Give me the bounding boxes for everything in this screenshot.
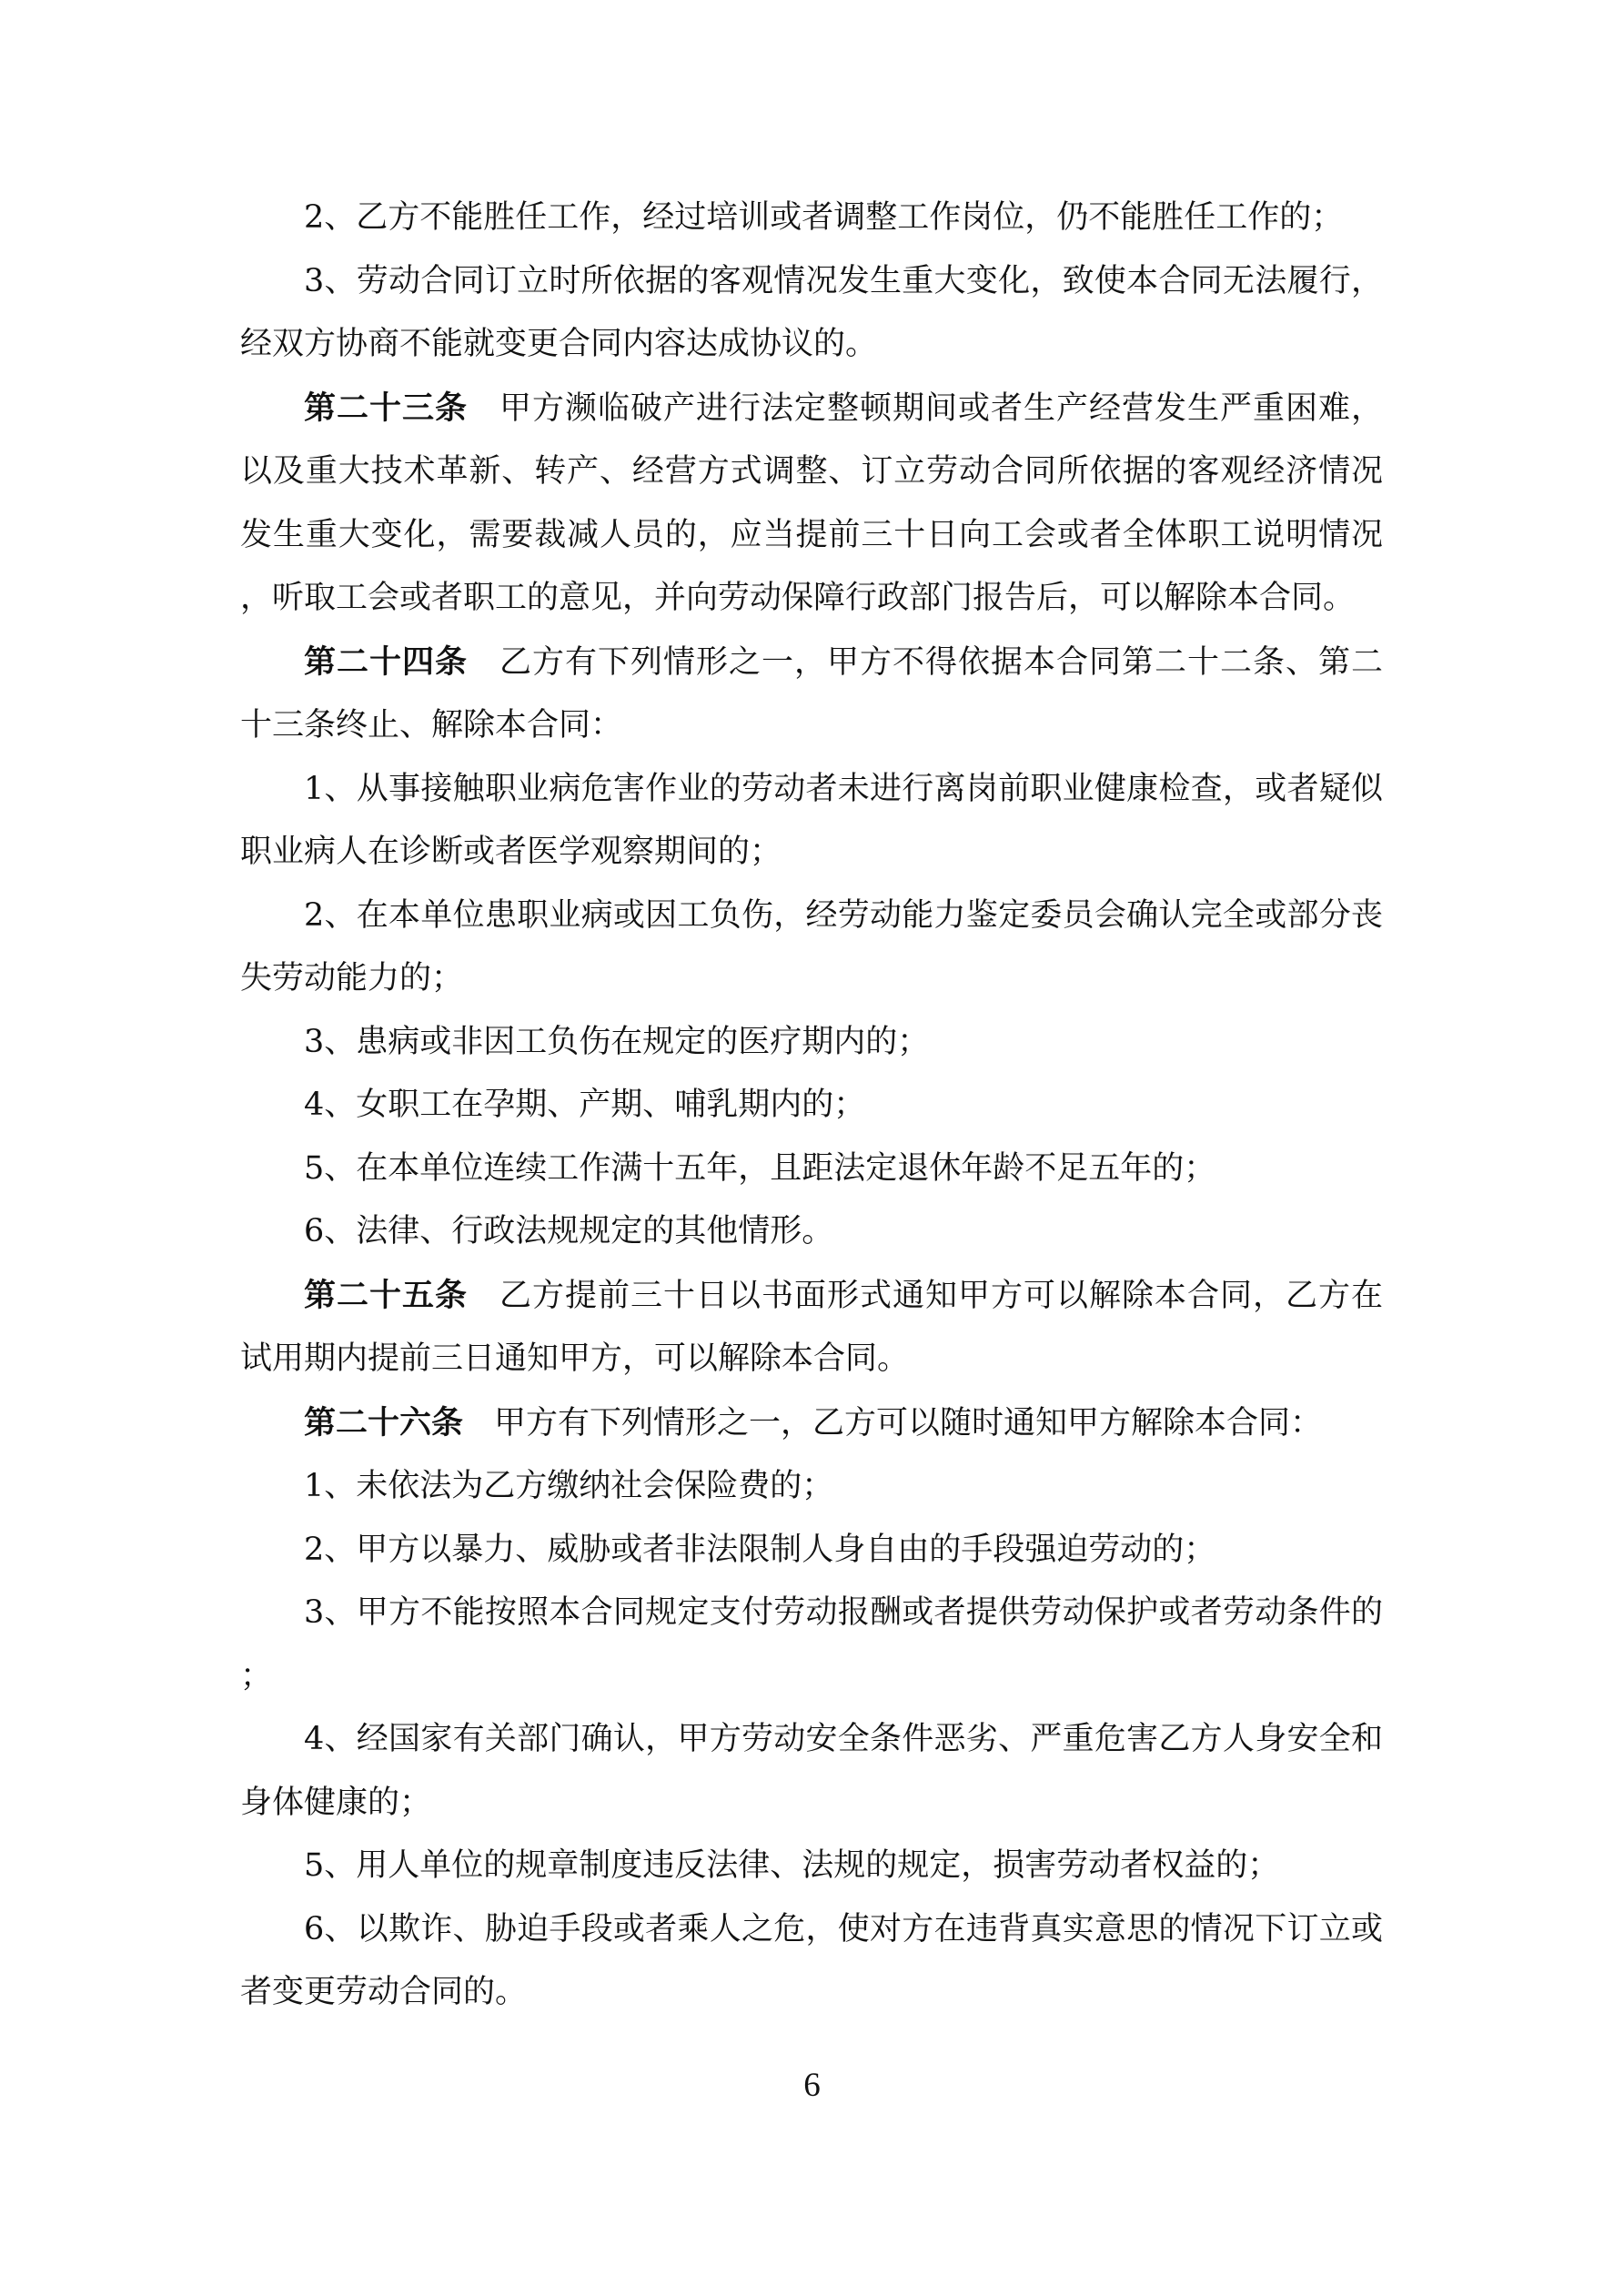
paragraph-text: 6、以欺诈、胁迫手段或者乘人之危，使对方在违背真实意思的情况下订立或者变更劳动合同的。 <box>240 1910 1383 2010</box>
paragraph-text: 5、用人单位的规章制度违反法律、法规的规定，损害劳动者权益的； <box>304 1847 1280 1884</box>
paragraph-text: 甲方濒临破产进行法定整顿期间或者生产经营发生严重困难，以及重大技术革新、转产、经营方式调整、订立劳动合同所依据的客观经济情况发生重大变化，需要裁减人员的，应当提前三十日向工会或者全体职工说明情况，听取工会或者职工的意见，并向劳动保障行政部门报告后，可以解除本合同。 <box>240 389 1383 616</box>
article-23 <box>240 377 1383 631</box>
list-item-1-occupational-disease-exam <box>240 758 1383 885</box>
paragraph-text: 5、在本单位连续工作满十五年，且距法定退休年龄不足五年的； <box>304 1149 1216 1187</box>
list-item-6-fraud-coercion <box>240 1898 1383 2025</box>
article-label: 第二十三条 <box>304 389 468 427</box>
list-item-4-unsafe-conditions <box>240 1708 1383 1835</box>
paragraph-text: 1、从事接触职业病危害作业的劳动者未进行离岗前职业健康检查，或者疑似职业病人在诊断或者医学观察期间的； <box>240 770 1383 870</box>
paragraph-text: 1、未依法为乙方缴纳社会保险费的； <box>304 1468 834 1504</box>
list-item-1-social-insurance <box>240 1455 1383 1519</box>
list-item-3-unpaid-remuneration <box>240 1582 1383 1708</box>
paragraph-text: 4、经国家有关部门确认，甲方劳动安全条件恶劣、严重危害乙方人身安全和身体健康的； <box>240 1721 1383 1821</box>
paragraph-text: 2、在本单位患职业病或因工负伤，经劳动能力鉴定委员会确认完全或部分丧失劳动能力的； <box>240 896 1383 996</box>
article-label: 第二十四条 <box>304 642 468 681</box>
list-item-5-illegal-rules <box>240 1835 1383 1898</box>
paragraph-text: 甲方有下列情形之一，乙方可以随时通知甲方解除本合同： <box>494 1404 1323 1441</box>
article-25 <box>240 1264 1383 1391</box>
list-item-4-pregnancy <box>240 1074 1383 1138</box>
paragraph-text: 6、法律、行政法规规定的其他情形。 <box>304 1213 834 1249</box>
paragraph-text: 3、甲方不能按照本合同规定支付劳动报酬或者提供劳动保护或者劳动条件的； <box>240 1594 1383 1694</box>
paragraph-text: 2、乙方不能胜任工作，经过培训或者调整工作岗位，仍不能胜任工作的； <box>304 199 1344 236</box>
paragraph-text: 乙方有下列情形之一，甲方不得依据本合同第二十二条、第二十三条终止、解除本合同： <box>240 643 1383 743</box>
list-item-2-work-injury <box>240 885 1383 1011</box>
list-item-2-forced-labor <box>240 1519 1383 1583</box>
article-26 <box>240 1391 1383 1456</box>
paragraph-text: 3、患病或非因工负伤在规定的医疗期内的； <box>304 1023 930 1060</box>
article-label: 第二十五条 <box>304 1276 468 1314</box>
page-number: 6 <box>803 2067 821 2104</box>
article-24 <box>240 631 1383 758</box>
article-label: 第二十六条 <box>304 1403 464 1441</box>
paragraph-text: 乙方提前三十日以书面形式通知甲方可以解除本合同，乙方在试用期内提前三日通知甲方，可以解除本合同。 <box>240 1277 1383 1377</box>
paragraph-text: 3、劳动合同订立时所依据的客观情况发生重大变化，致使本合同无法履行，经双方协商不能就变更合同内容达成协议的。 <box>240 262 1383 362</box>
list-item-3-objective-change <box>240 250 1383 377</box>
paragraph-text: 4、女职工在孕期、产期、哺乳期内的； <box>304 1087 866 1123</box>
paragraph-text: 2、甲方以暴力、威胁或者非法限制人身自由的手段强迫劳动的； <box>304 1531 1216 1568</box>
document-body <box>240 187 1383 2025</box>
list-item-5-long-service <box>240 1138 1383 1201</box>
list-item-6-other-circumstances <box>240 1200 1383 1264</box>
list-item-3-medical-period <box>240 1011 1383 1075</box>
list-item-2-unable-to-perform <box>240 187 1383 250</box>
